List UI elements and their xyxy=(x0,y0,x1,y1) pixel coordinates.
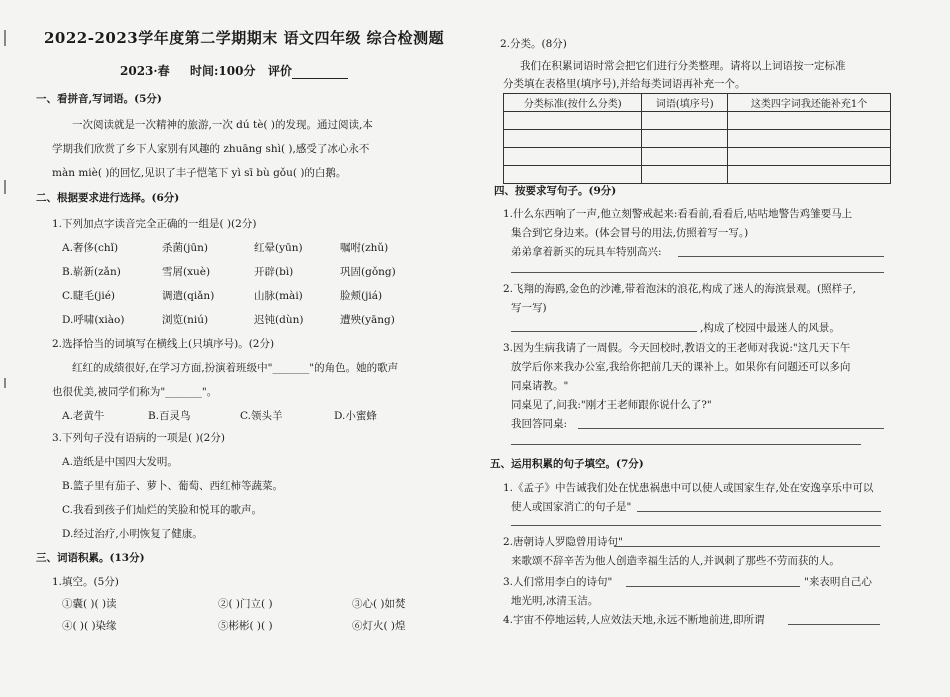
table-cell[interactable] xyxy=(504,112,642,130)
binding-mark xyxy=(4,180,6,194)
option-row: C.睫毛(jié) xyxy=(62,290,116,302)
s4-q2-line-3: ,构成了校园中最迷人的风景。 xyxy=(700,322,840,334)
binding-mark xyxy=(4,378,6,388)
s2-q2-line-2: 也很优美,被同学们称为"_______"。 xyxy=(52,386,218,398)
q3-option-b: B.篮子里有茄子、萝卜、葡萄、西红柿等蔬菜。 xyxy=(62,480,284,492)
q3-option-c: C.我看到孩子们灿烂的笑脸和悦耳的歌声。 xyxy=(62,504,262,516)
table-cell[interactable] xyxy=(728,112,891,130)
s1-line-1: 一次阅读就是一次精神的旅游,一次 dú tè( )的发现。通过阅读,本 xyxy=(72,119,373,131)
s4-q3-line-1: 3.因为生病我请了一周假。今天回校时,教语文的王老师对我说:"这几天下午 xyxy=(503,342,851,354)
s2-question-2: 2.选择恰当的词填写在横线上(只填序号)。(2分) xyxy=(52,338,275,350)
s1-line-3: màn miè( )的回忆,见识了丰子恺笔下 yì sī bù gǒu( )的白鹅。 xyxy=(52,167,347,179)
section-4-heading: 四、按要求写句子。(9分) xyxy=(494,185,617,197)
s4-q3-line-3: 同桌请教。" xyxy=(511,380,569,392)
s2-q2-line-1: 红红的成绩很好,在学习方面,扮演着班级中"_______"的角色。她的歌声 xyxy=(72,362,399,374)
s5-q1-line-1: 1.《孟子》中告诫我们处在忧患祸患中可以使人或国家生存,处在安逸享乐中可以 xyxy=(503,482,874,494)
table-cell[interactable] xyxy=(642,112,728,130)
s5-q3-line-1: 3.人们常用李白的诗句" xyxy=(503,576,613,588)
s5-q1-line-2: 使人或国家消亡的句子是" xyxy=(511,501,632,513)
answer-line[interactable] xyxy=(637,511,881,512)
s2-question-1: 1.下列加点字读音完全正确的一组是( )(2分) xyxy=(52,218,257,230)
idiom-blank[interactable]: ⑤彬彬( )( ) xyxy=(218,620,273,632)
option-word: 杀菌(jūn) xyxy=(162,242,208,254)
s4-q2-line-1: 2.飞翔的海鸥,金色的沙滩,带着泡沫的浪花,构成了迷人的海滨景观。(照样子, xyxy=(503,283,856,295)
table-cell[interactable] xyxy=(728,166,891,184)
s1-line-2: 学期我们欣赏了乡下人家别有风趣的 zhuāng shì( ),感受了冰心永不 xyxy=(52,143,370,155)
answer-line[interactable] xyxy=(511,272,884,273)
s4-q3-line-4: 同桌见了,问我:"刚才王老师跟你说什么了?" xyxy=(511,399,712,411)
idiom-blank[interactable]: ③心( )如焚 xyxy=(352,598,406,610)
option-word: 调遣(qiǎn) xyxy=(162,290,215,302)
s4-q1-line-1: 1.什么东西响了一声,他立刻警戒起来:看看前,看看后,咕咕地警告鸡雏要马上 xyxy=(503,208,853,220)
s4-q1-line-3: 弟弟拿着新买的玩具车特别高兴: xyxy=(511,246,662,258)
s4-q3-line-2: 放学后你来我办公室,我给你把前几天的课补上。如果你有问题还可以多向 xyxy=(511,361,851,373)
s4-q1-line-2: 集合到它身边来。(体会冒号的用法,仿照着写一写。) xyxy=(511,227,749,239)
idiom-blank[interactable]: ④( )( )染缘 xyxy=(62,620,117,632)
choice-b: B.百灵鸟 xyxy=(148,410,191,422)
option-word: 开辟(bì) xyxy=(254,266,294,278)
answer-line[interactable] xyxy=(511,525,881,526)
table-cell[interactable] xyxy=(504,166,642,184)
answer-line[interactable] xyxy=(511,331,697,332)
table-cell[interactable] xyxy=(504,130,642,148)
table-cell[interactable] xyxy=(642,148,728,166)
q3-option-d: D.经过治疗,小明恢复了健康。 xyxy=(62,528,203,540)
table-cell[interactable] xyxy=(642,130,728,148)
score-blank[interactable] xyxy=(292,67,348,79)
idiom-blank[interactable]: ⑥灯火( )煌 xyxy=(352,620,406,632)
answer-line[interactable] xyxy=(626,586,800,587)
option-word: 浏览(niú) xyxy=(162,314,209,326)
option-word: 嘱咐(zhǔ) xyxy=(340,242,389,254)
answer-line[interactable] xyxy=(614,546,880,547)
s5-q3-line-1-end: "来表明自己心 xyxy=(804,576,872,588)
choice-c: C.领头羊 xyxy=(240,410,283,422)
binding-mark xyxy=(4,30,6,46)
q3-option-a: A.造纸是中国四大发明。 xyxy=(62,456,178,468)
s2-question-3: 3.下列句子没有语病的一项是( )(2分) xyxy=(52,432,225,444)
exam-score-label: 评价 xyxy=(268,62,348,79)
s5-q2-line-1: 2.唐朝诗人罗隐曾用诗句" xyxy=(503,536,623,548)
option-word: 巩固(gǒng) xyxy=(340,266,396,278)
exam-time: 时间:100分 xyxy=(190,64,256,78)
option-word: 脸颊(jiá) xyxy=(340,290,383,302)
s5-q4-line-1: 4.宇宙不停地运转,人应效法天地,永远不断地前进,即所谓 xyxy=(503,614,765,626)
section-5-heading: 五、运用积累的句子填空。(7分) xyxy=(490,458,644,470)
s5-q2-line-2: 来歌颂不辞辛苦为他人创造幸福生活的人,并讽刺了那些不劳而获的人。 xyxy=(511,555,840,567)
table-header: 分类标准(按什么分类) xyxy=(504,94,642,112)
classification-table xyxy=(503,93,891,184)
s3-q2-line-1: 我们在积累词语时常会把它们进行分类整理。请将以上词语按一定标准 xyxy=(520,60,846,72)
answer-line[interactable] xyxy=(511,444,861,445)
option-word: 遭殃(yāng) xyxy=(340,314,395,326)
option-row: A.奢侈(chǐ) xyxy=(62,242,119,254)
option-word: 红晕(yūn) xyxy=(254,242,303,254)
answer-line[interactable] xyxy=(578,428,884,429)
table-cell[interactable] xyxy=(504,148,642,166)
s5-q3-line-2: 地光明,冰清玉洁。 xyxy=(511,595,599,607)
table-cell[interactable] xyxy=(728,130,891,148)
option-word: 迟钝(dùn) xyxy=(254,314,304,326)
answer-line[interactable] xyxy=(788,624,880,625)
section-3-heading: 三、词语积累。(13分) xyxy=(36,552,145,564)
section-2-heading: 二、根据要求进行选择。(6分) xyxy=(36,192,180,204)
s3-question-1: 1.填空。(5分) xyxy=(52,576,119,588)
answer-line[interactable] xyxy=(678,256,884,257)
table-cell[interactable] xyxy=(642,166,728,184)
section-1-heading: 一、看拼音,写词语。(5分) xyxy=(36,93,162,105)
s4-q3-line-5: 我回答同桌: xyxy=(511,418,568,430)
table-cell[interactable] xyxy=(728,148,891,166)
s3-question-2: 2.分类。(8分) xyxy=(500,38,567,50)
s4-q2-line-2: 写一写) xyxy=(511,302,547,314)
table-header: 词语(填序号) xyxy=(642,94,728,112)
option-row: B.崭新(zǎn) xyxy=(62,266,121,278)
exam-title: 2022-2023学年度第二学期期末 语文四年级 综合检测题 xyxy=(44,29,445,47)
s3-q2-line-2: 分类填在表格里(填序号),并给每类词语再补充一个。 xyxy=(503,78,746,90)
idiom-blank[interactable]: ②( )门立( ) xyxy=(218,598,273,610)
exam-year: 2023·春 xyxy=(120,64,170,78)
table-header: 这类四字词我还能补充1个 xyxy=(728,94,891,112)
option-row: D.呼啸(xiào) xyxy=(62,314,125,326)
option-word: 山脉(mài) xyxy=(254,290,303,302)
choice-a: A.老黄牛 xyxy=(62,410,105,422)
choice-d: D.小蜜蜂 xyxy=(334,410,377,422)
option-word: 雪屑(xuè) xyxy=(162,266,211,278)
idiom-blank[interactable]: ①囊( )( )读 xyxy=(62,598,117,610)
